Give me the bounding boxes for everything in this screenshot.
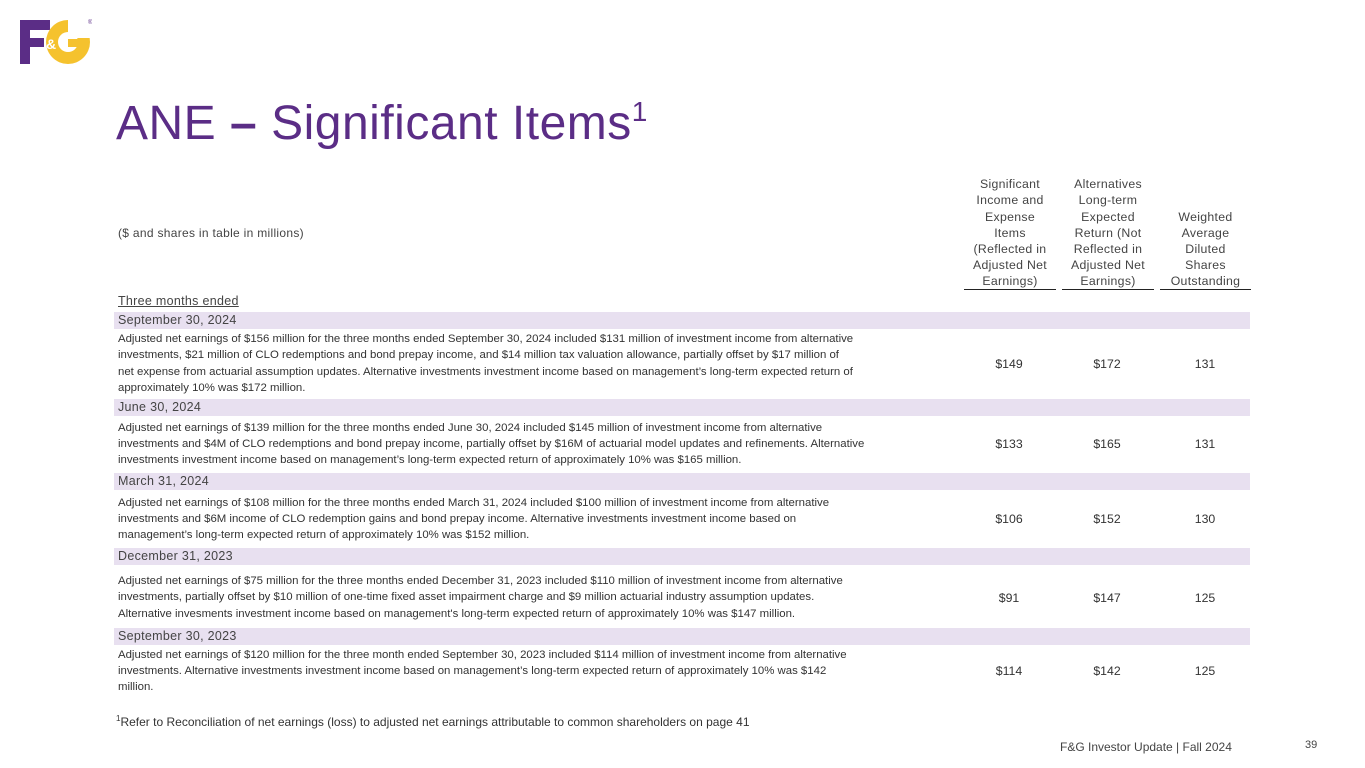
cell-weighted-shares: 125 [1194,590,1216,605]
svg-text:®: ® [88,20,92,26]
cell-weighted-shares: 131 [1194,356,1216,371]
cell-alternatives-return: $165 [1093,437,1121,451]
period-band: September 30, 2023 [114,628,1250,645]
cell-significant-items: $91 [998,590,1020,605]
cell-significant-items: $114 [995,664,1023,678]
period-band: December 31, 2023 [114,548,1250,565]
table-row [114,492,1250,546]
cell-alternatives-return: $142 [1093,664,1121,678]
column-header-alternatives-return: Alternatives Long-term Expected Return (Not Reflected in Adjusted Net Earnings) [1062,176,1154,290]
row-description: Adjusted net earnings of $108 million for the three months ended March 31, 2024 included $100 million of investment income from alternative investments and $6M income of CLO redemption gains and bond prepay income. Alternative investments investment income based on management’s long-term expected return of approximately 10% was $152 million. [118,496,830,542]
row-description: Adjusted net earnings of $120 million for the three month ended September 30, 2023 included $114 million of investment income from alternative investments. Alternative investments investment income based on management’s long-term expected return of approximately 10% was $142 million. [118,648,847,694]
cell-significant-items: $133 [995,437,1023,451]
column-header-weighted-shares: Weighted Average Diluted Shares Outstanding [1160,176,1251,290]
cell-alternatives-return: $147 [1093,590,1121,605]
table-row [114,646,1250,696]
row-description: Adjusted net earnings of $139 million for the three months ended June 30, 2024 included $145 million of investment income from alternative investments and $4M of CLO redemptions and bond prepay income, partially offset by $16M of actuarial model updates and refinements. Alternative investments investment income based on management’s long-term expected return of approximately 10% was $165 million. [118,421,865,467]
page-title: ANE – Significant Items$^1$ [116,96,648,150]
cell-significant-items: $149 [995,356,1023,371]
row-description: Adjusted net earnings of $156 million for the three months ended September 30, 2024 included $131 million of investment income from alternative investments, $21 million of CLO redemptions and bond prepay income, and $14 million tax valuation allowance, partially offset by $17 million of net expense from actuarial assumption updates. Alternative investments investment income based on management’s long-term expected return of approximately 10% was $172 million. [118,332,854,394]
three-months-ended-label: Three months ended [118,294,239,308]
fg-logo [20,16,92,68]
cell-weighted-shares: 125 [1194,664,1216,678]
column-header-significant-items: Significant Income and Expense Items (Reflected in Adjusted Net Earnings) [964,176,1056,290]
units-note: ($ and shares in table in millions) [118,226,304,240]
cell-weighted-shares: 131 [1194,437,1216,451]
footer-text: F&G Investor Update | Fall 2024 [1060,740,1232,754]
table-row [114,570,1250,625]
period-band: June 30, 2024 [114,399,1250,416]
cell-weighted-shares: 130 [1194,512,1216,526]
period-band: September 30, 2024 [114,312,1250,329]
cell-significant-items: $106 [995,512,1023,526]
footnote: $^1$Refer to Reconciliation of net earnings (loss) to adjusted net earnings attributable to common shareholders on page 41 [116,714,750,729]
cell-alternatives-return: $152 [1093,512,1121,526]
period-band: March 31, 2024 [114,473,1250,490]
page-number: 39 [1305,739,1318,751]
table-row [114,418,1250,470]
svg-text:&: & [46,36,57,52]
cell-alternatives-return: $172 [1093,356,1121,371]
row-description: Adjusted net earnings of $75 million for the three months ended December 31, 2023 included $110 million of investment income from alternative investments, partially offset by $10 million of one-time fixed asset impairment charge and $9 million actuarial industry assumption updates. Alternative invesments investment income based on management's long-term expected return of approximately 10% was $147 million. [118,575,843,620]
table-row [114,330,1250,397]
